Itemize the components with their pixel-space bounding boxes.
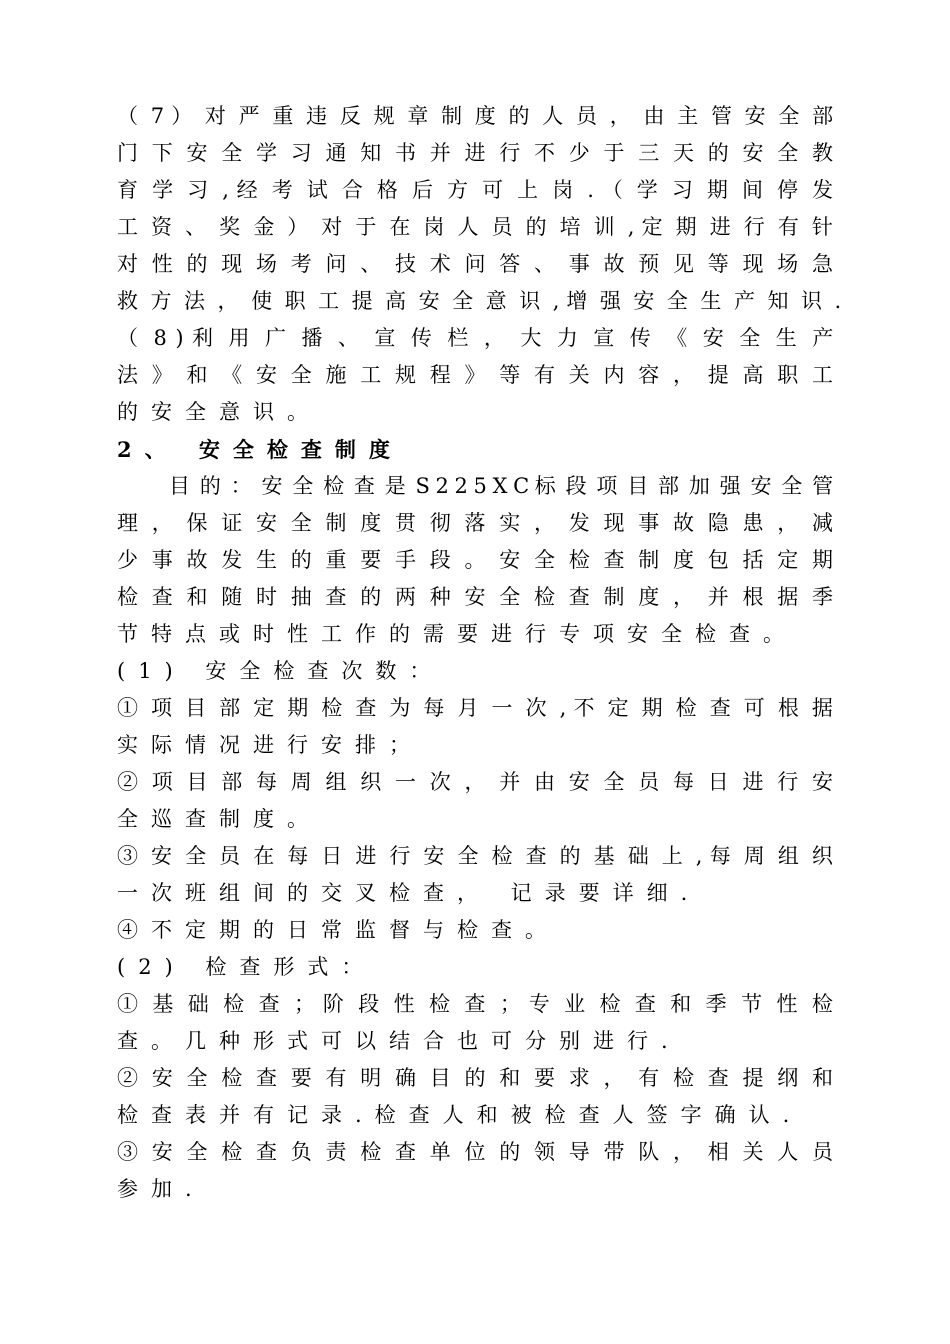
subheading: (1) 安全检查次数： (117, 659, 444, 683)
text-line: （ 8 ) 利 用 广 播 、 宣 传 栏 ， 大 力 宣 传 《 安 全 生 产 (117, 326, 834, 350)
text-line: 参加. (117, 1177, 205, 1201)
text-line: 育 学 习 , 经 考 试 合 格 后 方 可 上 岗 . （ 学 习 期 间 停 发 (117, 178, 834, 202)
text-line: 的安全意识。 (117, 400, 321, 424)
text-line: 检 查 和 随 时 抽 查 的 两 种 安 全 检 查 制 度 ， 并 根 据 季 (117, 585, 833, 609)
text-line: 对 性 的 现 场 考 问 、 技 术 问 答 、 事 故 预 见 等 现 场 急 (117, 252, 833, 276)
text-line: 门 下 安 全 学 习 通 知 书 并 进 行 不 少 于 三 天 的 安 全 教 (117, 141, 833, 165)
list-item: ① 基 础 检 查 ； 阶 段 性 检 查 ； 专 业 检 查 和 季 节 性 检 (117, 992, 833, 1016)
text-line: 救 方 法 ， 使 职 工 提 高 安 全 意 识 , 增 强 安 全 生 产 知 识 . (117, 289, 842, 313)
list-item: ② 项 目 部 每 周 组 织 一 次 ， 并 由 安 全 员 每 日 进 行 安 (117, 770, 833, 794)
text-line: 一次班组间的交叉检查， 记录要详细. (117, 881, 701, 905)
document-page (117, 98, 842, 1208)
text-line: 节特点或时性工作的需要进行专项安全检查。 (117, 622, 797, 646)
text-line: 目 的 ： 安 全 检 查 是 S 2 2 5 X C 标 段 项 目 部 加 强 安 全 管 (169, 474, 834, 498)
text-line: 实际情况进行安排； (117, 733, 423, 757)
text-line: 工 资 、 奖 金 ） 对 于 在 岗 人 员 的 培 训 , 定 期 进 行 有 针 (117, 215, 833, 239)
section-heading: 2、 安全检查制度 (117, 437, 403, 462)
text-line: 全巡查制度。 (117, 807, 321, 831)
text-line: 少 事 故 发 生 的 重 要 手 段 。 安 全 检 查 制 度 包 括 定 期 (117, 548, 833, 572)
text-line: 理 ， 保 证 安 全 制 度 贯 彻 落 实 ， 发 现 事 故 隐 患 ， 减 (117, 511, 833, 535)
text-line: 检查表并有记录.检查人和被检查人签字确认. (117, 1103, 803, 1127)
list-item: ② 安 全 检 查 要 有 明 确 目 的 和 要 求 ， 有 检 查 提 纲 和 (117, 1066, 833, 1090)
text-line: 法 》 和 《 安 全 施 工 规 程 》 等 有 关 内 容 ， 提 高 职 工 (117, 363, 833, 387)
subheading: (2) 检查形式： (117, 955, 376, 979)
list-item: ③ 安 全 员 在 每 日 进 行 安 全 检 查 的 基 础 上 , 每 周 组 织 (117, 844, 833, 868)
list-item: ① 项 目 部 定 期 检 查 为 每 月 一 次 , 不 定 期 检 查 可 根 据 (117, 696, 833, 720)
text-line: （ 7 ） 对 严 重 违 反 规 章 制 度 的 人 员 ， 由 主 管 安 全 部 (117, 104, 834, 128)
text-line: 查。几种形式可以结合也可分别进行. (117, 1029, 681, 1053)
list-item: ④不定期的日常监督与检查。 (117, 918, 559, 942)
list-item: ③ 安 全 检 查 负 责 检 查 单 位 的 领 导 带 队 ， 相 关 人 员 (117, 1140, 833, 1164)
